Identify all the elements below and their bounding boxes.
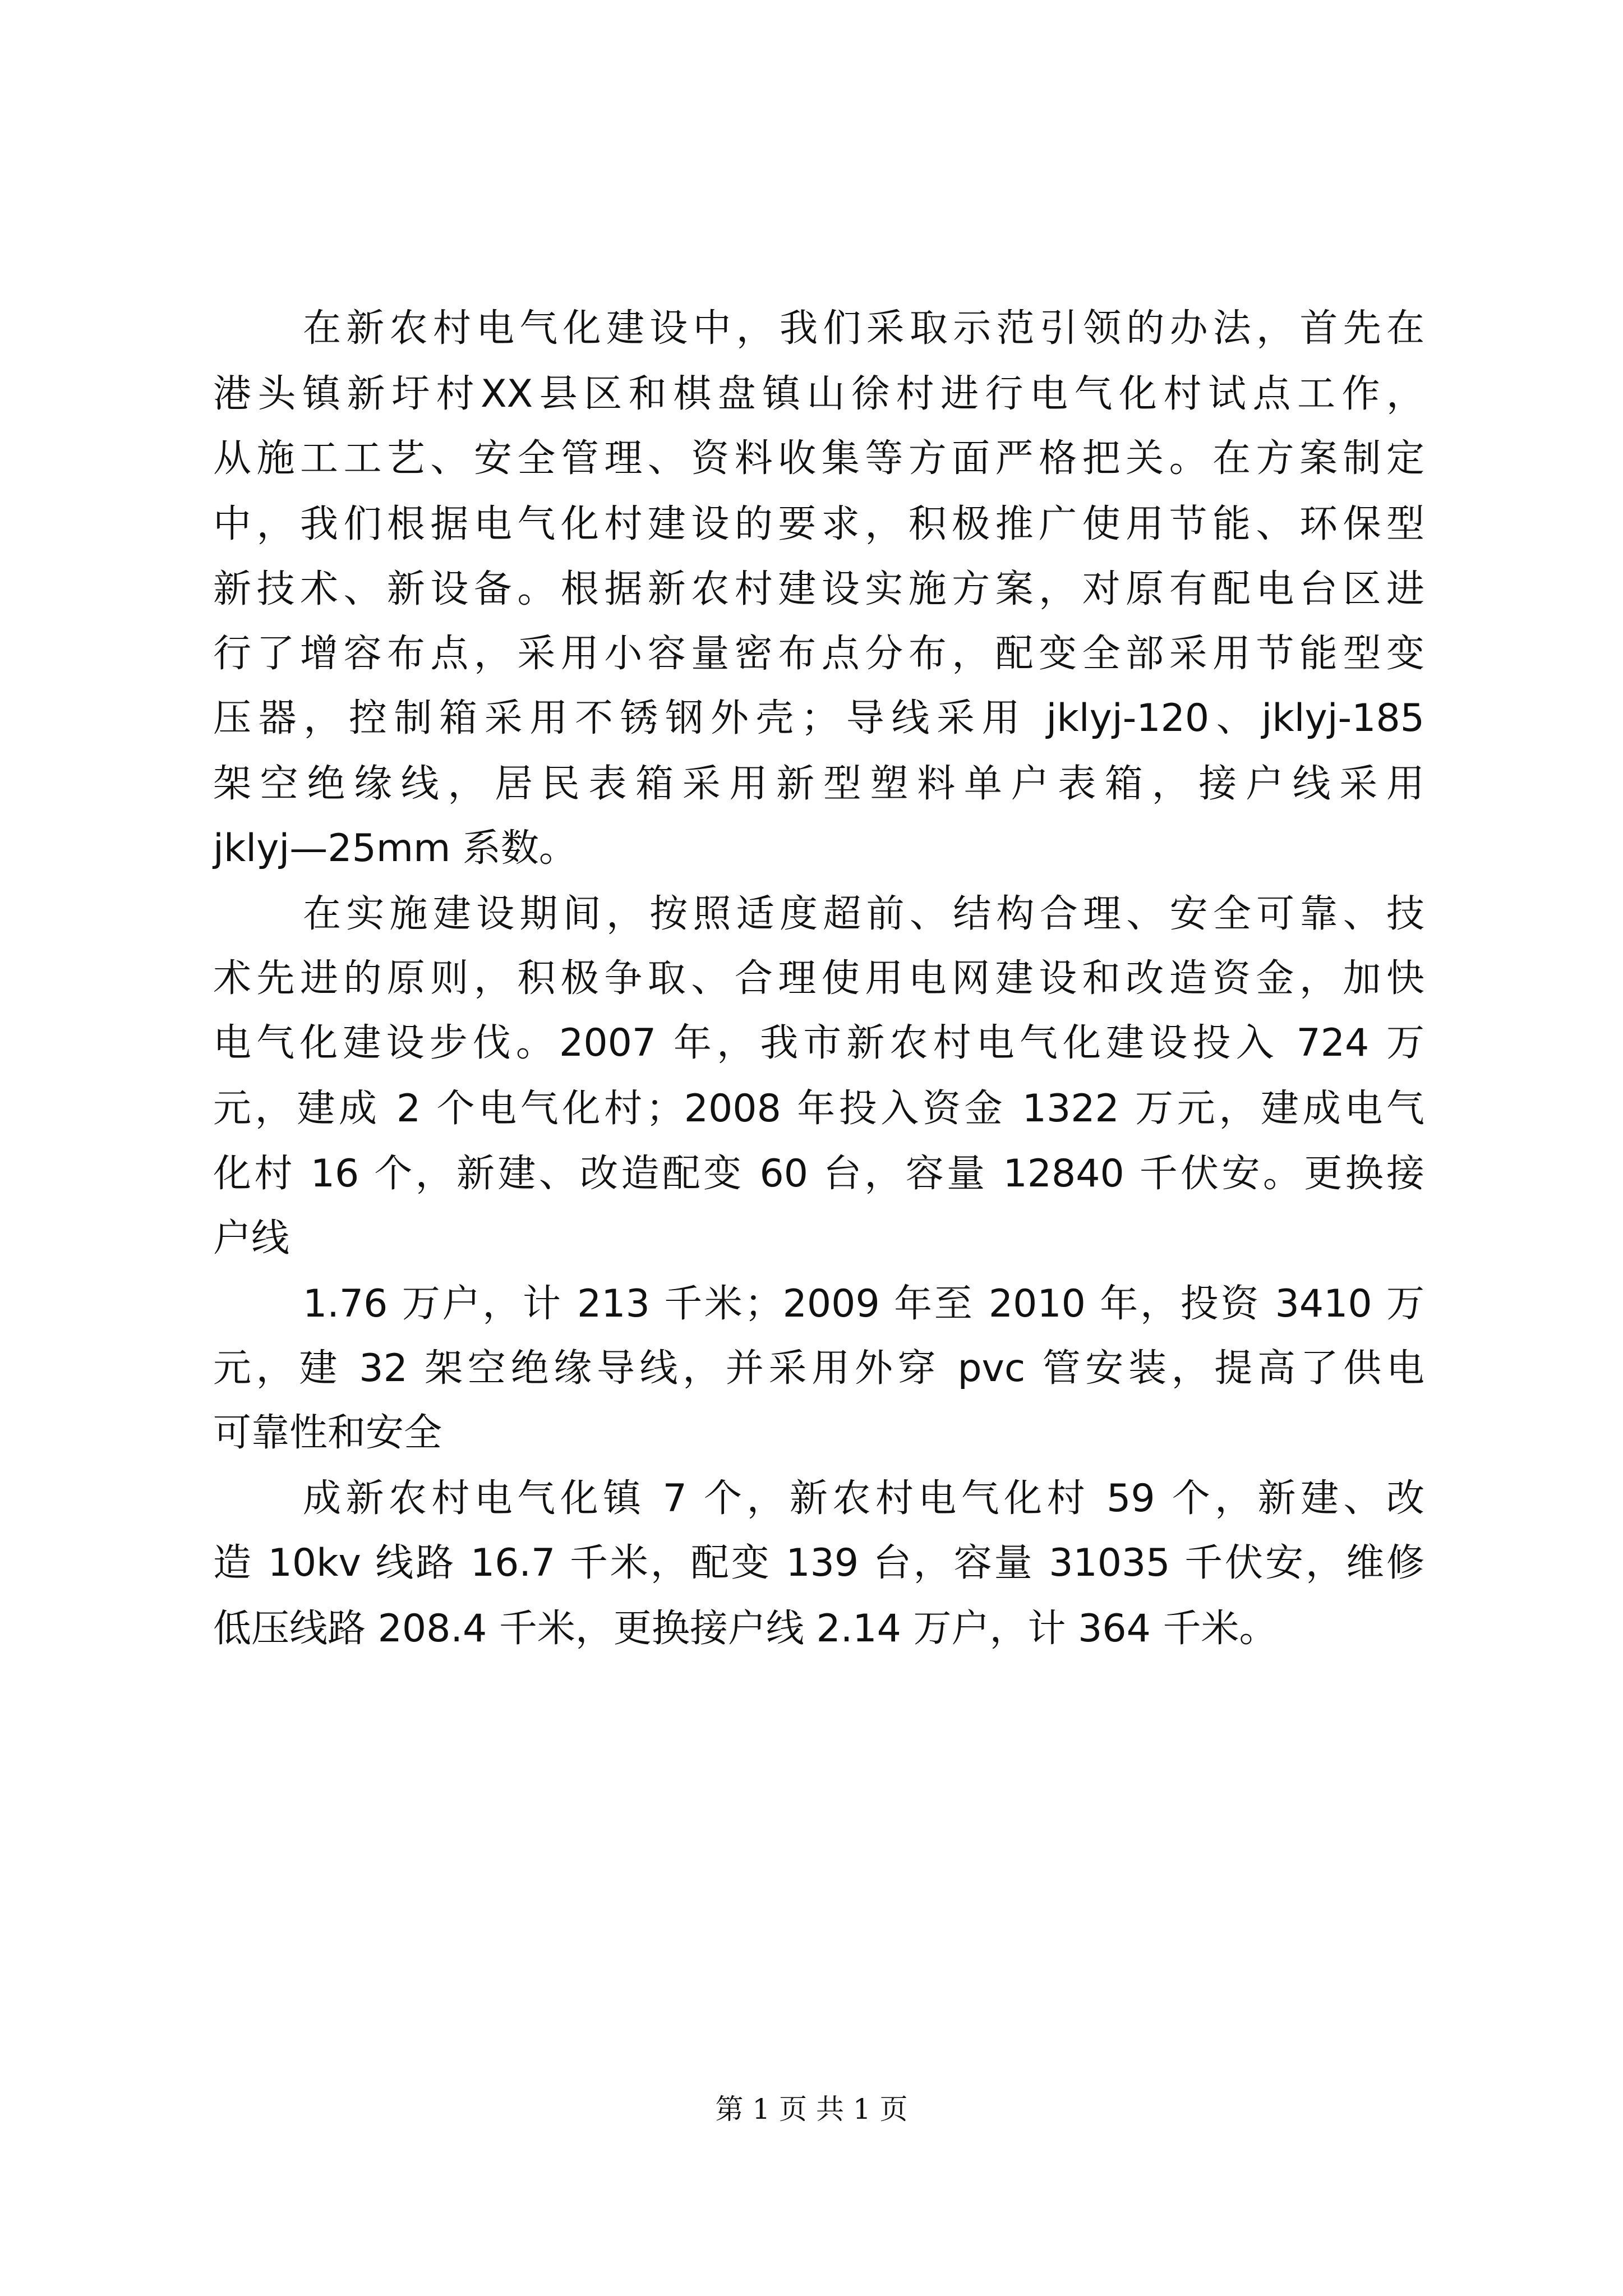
text-line: 成新农村电气化镇 7 个，新农村电气化村 59 个，新建、改	[303, 1476, 1424, 1521]
text-line: 户线	[213, 1216, 290, 1260]
text-line: 行了增容布点，采用小容量密布点分布，配变全部采用节能型变	[213, 632, 1424, 676]
text-line: 1.76 万户，计 213 千米；2009 年至 2010 年，投资 3410 万	[303, 1282, 1424, 1326]
text-line: 电气化建设步伐。2007 年，我市新农村电气化建设投入 724 万	[213, 1021, 1424, 1065]
text-line: 压器，控制箱采用不锈钢外壳；导线采用 jklyj-120、jklyj-185	[213, 696, 1424, 740]
text-line: 在实施建设期间，按照适度超前、结构合理、安全可靠、技	[303, 892, 1424, 936]
text-line: 从施工工艺、安全管理、资料收集等方面严格把关。在方案制定	[213, 436, 1424, 481]
text-line: 造 10kv 线路 16.7 千米，配变 139 台，容量 31035 千伏安，维修	[213, 1541, 1424, 1585]
text-line: 架空绝缘线，居民表箱采用新型塑料单户表箱，接户线采用	[213, 762, 1424, 806]
text-line: 化村 16 个，新建、改造配变 60 台，容量 12840 千伏安。更换接	[213, 1152, 1424, 1196]
text-line: jklyj—25mm 系数。	[213, 826, 577, 871]
text-line: 在新农村电气化建设中，我们采取示范引领的办法，首先在	[303, 306, 1424, 351]
text-line: 可靠性和安全	[213, 1411, 442, 1455]
text-line: 低压线路 208.4 千米，更换接户线 2.14 万户，计 364 千米。	[213, 1607, 1278, 1651]
page-number-footer: 第 1 页 共 1 页	[715, 2093, 908, 2125]
text-line: 元，建 32 架空绝缘导线，并采用外穿 pvc 管安装，提高了供电	[213, 1346, 1424, 1391]
text-line: 元，建成 2 个电气化村；2008 年投入资金 1322 万元，建成电气	[213, 1087, 1424, 1131]
text-line: 术先进的原则，积极争取、合理使用电网建设和改造资金，加快	[213, 956, 1424, 1001]
text-line: 港头镇新圩村XX县区和棋盘镇山徐村进行电气化村试点工作，	[213, 372, 1424, 416]
text-line: 新技术、新设备。根据新农村建设实施方案，对原有配电台区进	[213, 567, 1424, 611]
text-line: 中，我们根据电气化村建设的要求，积极推广使用节能、环保型	[213, 502, 1424, 546]
